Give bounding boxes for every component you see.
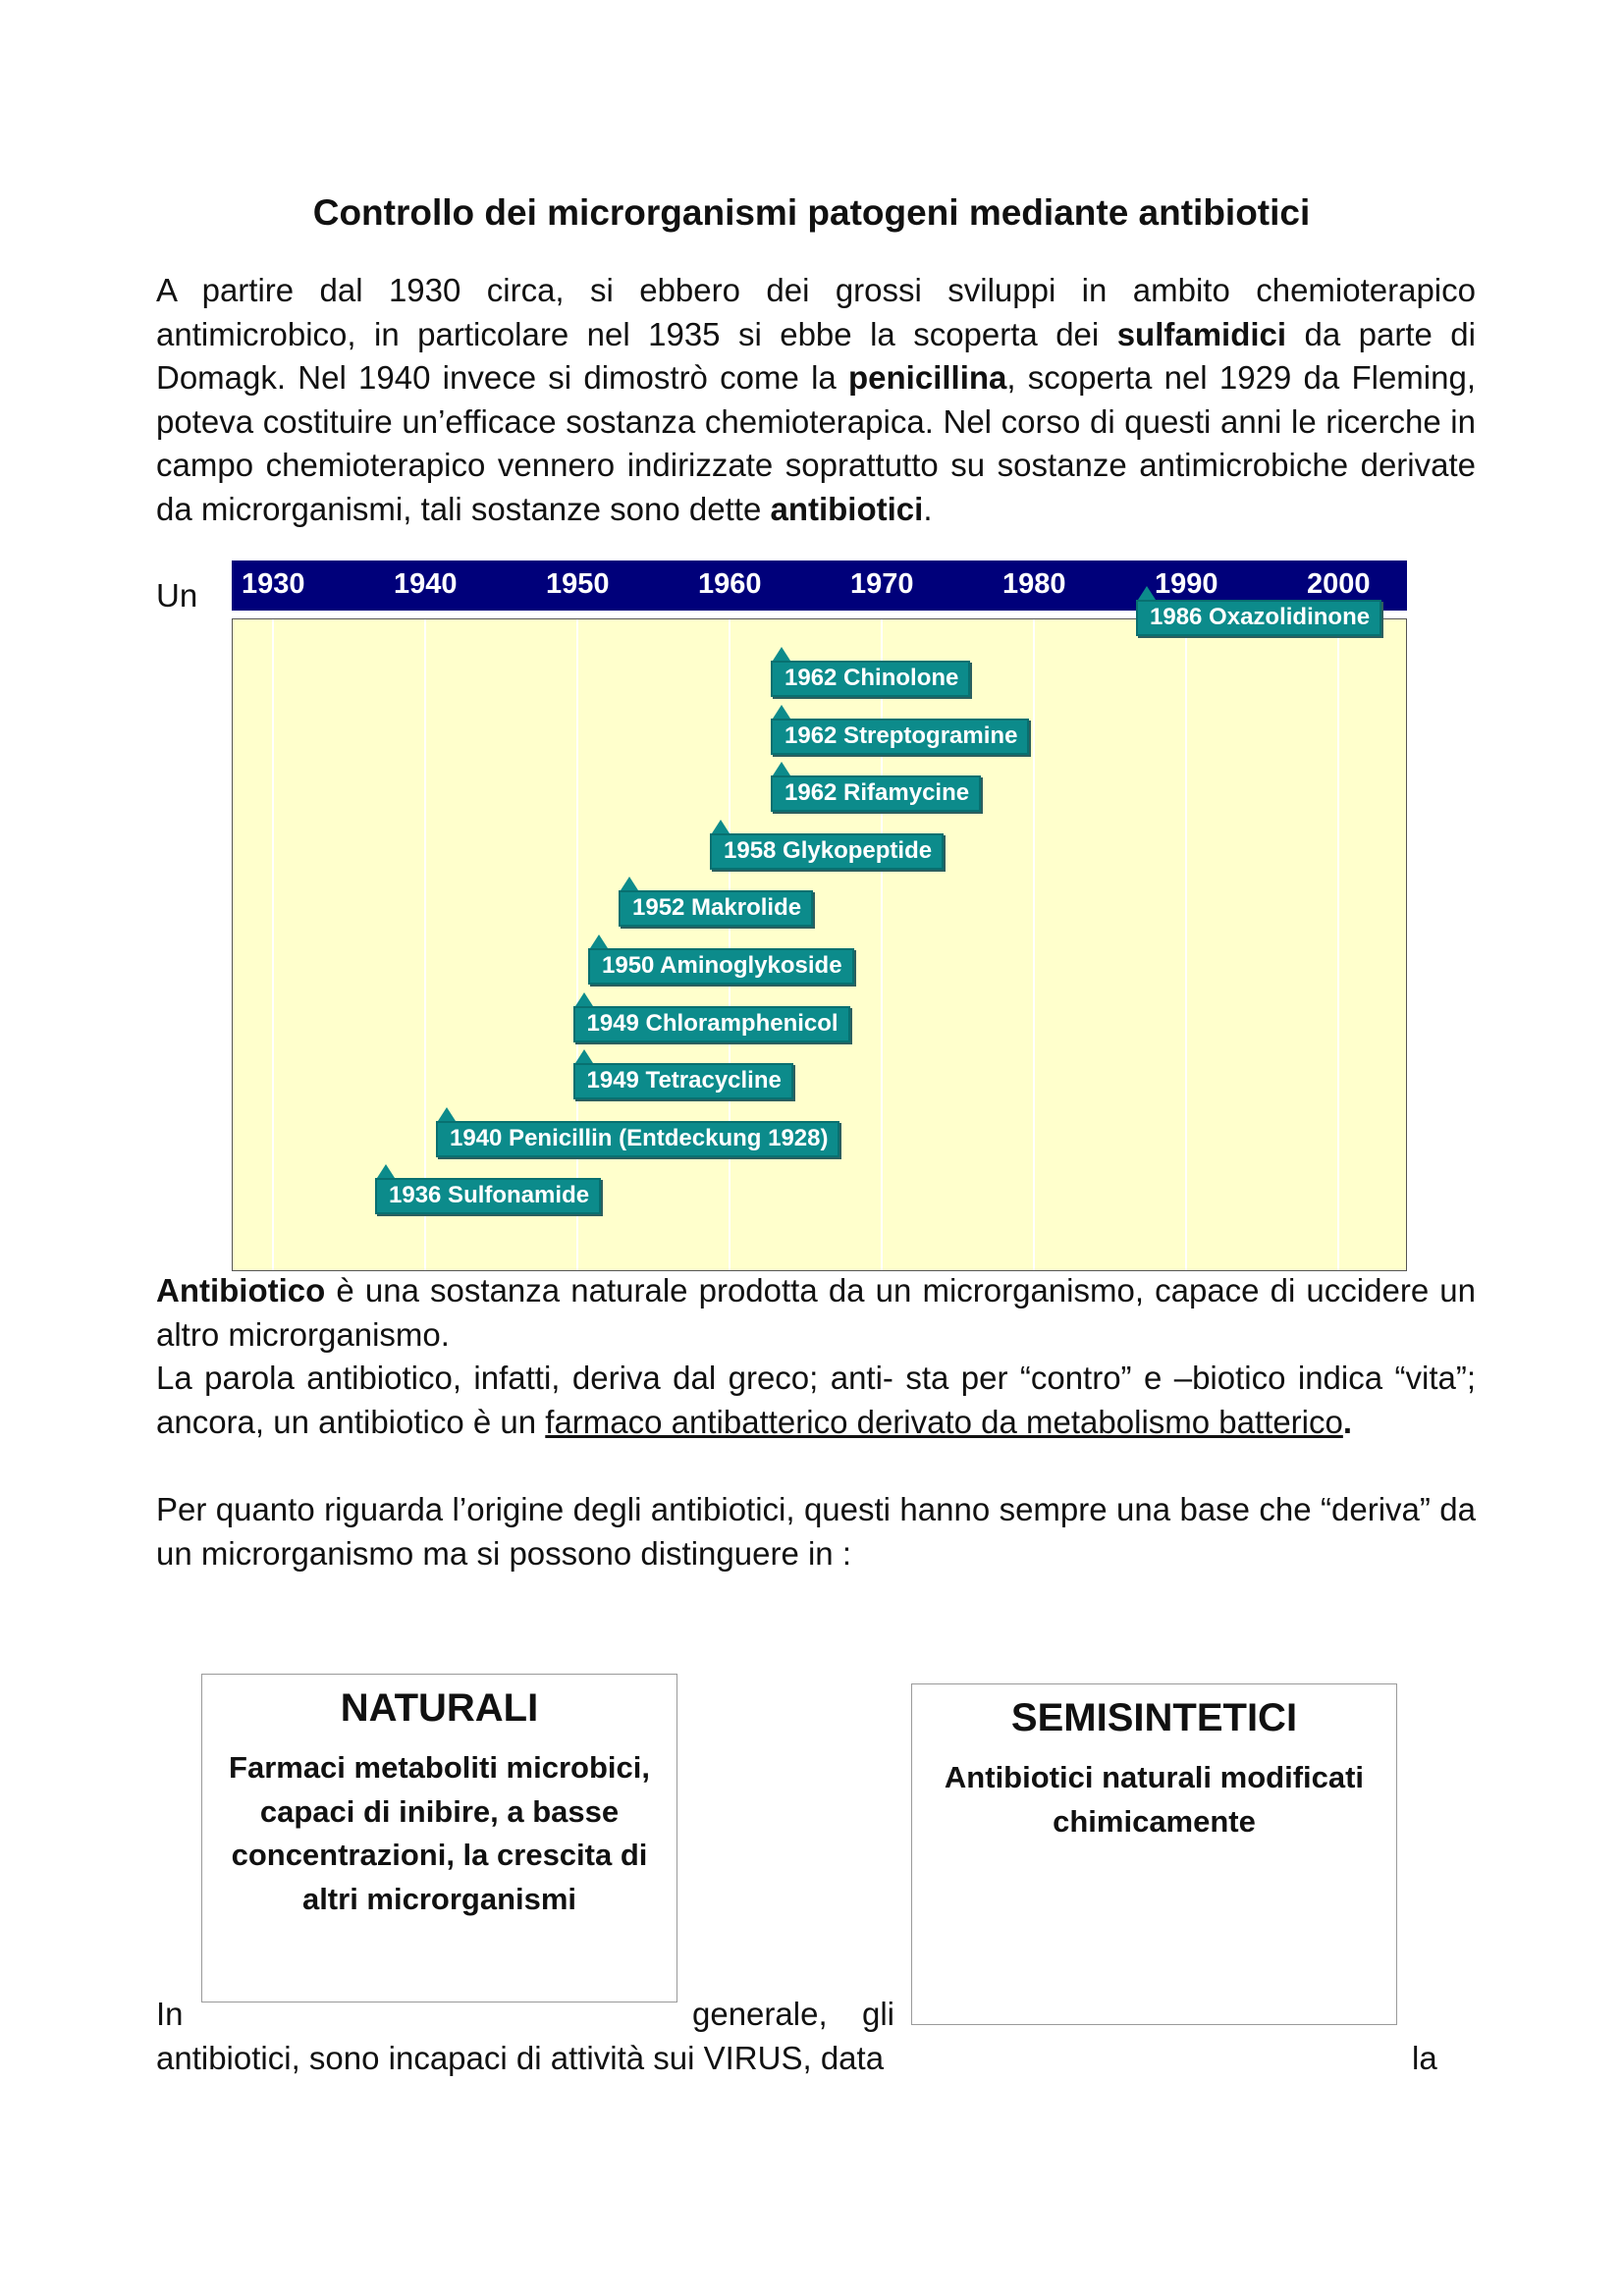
timeline-gridline-2000 bbox=[1337, 619, 1339, 1270]
timeline-year-1950: 1950 bbox=[546, 568, 610, 600]
timeline-event bbox=[588, 948, 854, 985]
timeline-event bbox=[619, 890, 813, 927]
timeline-marker bbox=[377, 1164, 395, 1178]
intro-text-4: . bbox=[923, 490, 933, 527]
timeline-marker bbox=[621, 877, 638, 890]
timeline-event bbox=[771, 775, 981, 812]
timeline-event bbox=[573, 1063, 793, 1099]
timeline-event bbox=[573, 1006, 850, 1042]
timeline-event-label: 1962 Rifamycine bbox=[771, 775, 981, 812]
tail-in: In bbox=[156, 1996, 184, 2032]
timeline-year-1930: 1930 bbox=[242, 568, 305, 600]
tail-la: la bbox=[1412, 2040, 1437, 2076]
timeline-event-label: 1949 Tetracycline bbox=[573, 1063, 793, 1099]
timeline-marker bbox=[773, 647, 790, 661]
un-word: Un bbox=[156, 577, 198, 614]
timeline-event-label: 1940 Penicillin (Entdeckung 1928) bbox=[436, 1121, 839, 1157]
timeline-event-label: 1962 Chinolone bbox=[771, 661, 970, 697]
naturali-box bbox=[201, 1674, 677, 2002]
definition-text-2: La parola antibiotico, infatti, deriva dal greco; anti- sta per “contro” e –biotico indica “vita”; ancora, un antibiotico è un bbox=[156, 1360, 1476, 1440]
timeline-marker bbox=[773, 705, 790, 719]
semisintetici-heading: SEMISINTETICI bbox=[1010, 1696, 1298, 1739]
timeline-marker bbox=[438, 1107, 456, 1121]
timeline-event-label: 1952 Makrolide bbox=[619, 890, 813, 927]
timeline-event bbox=[771, 719, 1029, 755]
definition-term: Antibiotico bbox=[156, 1272, 326, 1308]
timeline-event bbox=[771, 661, 970, 697]
timeline-gridline-1970 bbox=[881, 619, 883, 1270]
timeline-event-label: 1949 Chloramphenicol bbox=[573, 1006, 850, 1042]
timeline-year-2000: 2000 bbox=[1307, 568, 1371, 600]
timeline-event-label: 1936 Sulfonamide bbox=[375, 1178, 601, 1214]
timeline-chart bbox=[232, 604, 1407, 1271]
timeline-event-label: 1958 Glykopeptide bbox=[710, 833, 944, 870]
timeline-year-1980: 1980 bbox=[1002, 568, 1066, 600]
definition-underlined: farmaco antibatterico derivato da metabolismo batterico bbox=[545, 1403, 1343, 1440]
intro-text-2: da parte di Domagk. Nel 1940 invece si dimostrò come la bbox=[156, 315, 1476, 396]
timeline-year-1970: 1970 bbox=[850, 568, 914, 600]
definition-text-1: è una sostanza naturale prodotta da un microrganismo, capace di uccidere un altro microrganismo. bbox=[156, 1272, 1476, 1353]
definition-line-1 bbox=[156, 1269, 1476, 1357]
timeline-marker bbox=[773, 762, 790, 775]
timeline-year-1960: 1960 bbox=[698, 568, 762, 600]
intro-bold-sulfamidici: sulfamidici bbox=[1116, 315, 1287, 352]
timeline-marker bbox=[590, 934, 608, 948]
intro-bold-antibiotici: antibiotici bbox=[770, 490, 924, 527]
intro-text-1: A partire dal 1930 circa, si ebbero dei grossi sviluppi in ambito chemioterapico antimicrobico, in particolare nel 1935 si ebbe la scoperta dei bbox=[156, 272, 1476, 352]
timeline-gridline-1960 bbox=[729, 619, 730, 1270]
intro-paragraph bbox=[156, 269, 1476, 531]
definition-block bbox=[156, 1269, 1476, 1444]
timeline-event bbox=[436, 1121, 839, 1157]
timeline-gridline-1930 bbox=[272, 619, 274, 1270]
tail-gli: gli bbox=[862, 1996, 895, 2032]
naturali-heading: NATURALI bbox=[340, 1686, 539, 1730]
timeline-gridline-1990 bbox=[1185, 619, 1187, 1270]
intro-bold-penicillina: penicillina bbox=[848, 359, 1007, 396]
timeline-marker bbox=[712, 820, 730, 833]
timeline-marker bbox=[1138, 586, 1156, 600]
timeline-marker bbox=[575, 992, 593, 1006]
tail-line-2: antibiotici, sono incapaci di attività sui VIRUS, data bbox=[156, 2040, 885, 2076]
timeline-gridline-1980 bbox=[1033, 619, 1035, 1270]
definition-line-2 bbox=[156, 1357, 1476, 1444]
timeline-marker bbox=[575, 1049, 593, 1063]
timeline-year-1940: 1940 bbox=[394, 568, 458, 600]
semisintetici-box bbox=[911, 1683, 1397, 2025]
timeline-event-label: 1962 Streptogramine bbox=[771, 719, 1029, 755]
timeline-event bbox=[375, 1178, 601, 1214]
timeline-event-label: 1950 Aminoglykoside bbox=[588, 948, 854, 985]
timeline-event bbox=[1136, 600, 1381, 636]
intro-text-3: , scoperta nel 1929 da Fleming, poteva costituire un’efficace sostanza chemioterapica. Nel corso di questi anni le ricerche in campo chemioterapico vennero indirizzate soprattutto su sostanze antimicrobiche derivate da microrganismi, tali sostanze sono dette bbox=[156, 359, 1477, 527]
page-title: Controllo dei microrganismi patogeni mediante antibiotici bbox=[312, 192, 1311, 233]
semisintetici-body: Antibiotici naturali modificati chimicamente bbox=[944, 1760, 1365, 1839]
definition-end: . bbox=[1342, 1403, 1353, 1440]
timeline-year-1990: 1990 bbox=[1155, 568, 1218, 600]
timeline-event bbox=[710, 833, 944, 870]
origin-paragraph: Per quanto riguarda l’origine degli antibiotici, questi hanno sempre una base che “deriva” da un microrganismo ma si possono distinguere in : bbox=[156, 1491, 1476, 1572]
timeline-gridline-1940 bbox=[424, 619, 426, 1270]
timeline-event-label: 1986 Oxazolidinone bbox=[1136, 600, 1381, 636]
tail-generale: generale, bbox=[692, 1996, 828, 2032]
naturali-body: Farmaci metaboliti microbici, capaci di inibire, a basse concentrazioni, la crescita di altri microrganismi bbox=[229, 1750, 650, 1916]
timeline-gridline-1950 bbox=[576, 619, 578, 1270]
